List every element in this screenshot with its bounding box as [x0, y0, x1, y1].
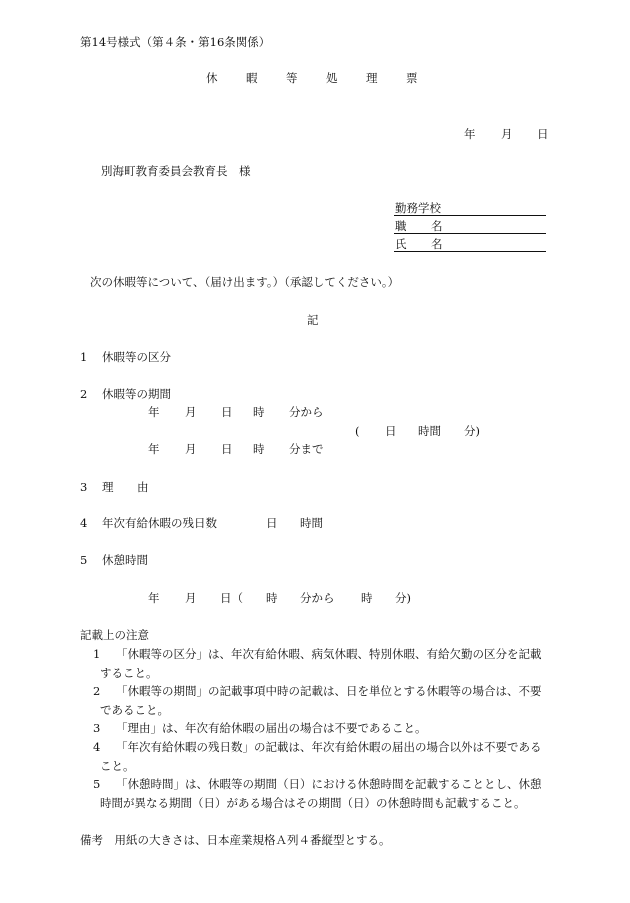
duration-open: ( — [355, 424, 360, 438]
title-char: 休 — [206, 71, 218, 85]
from-minute: 分から — [289, 405, 324, 419]
from-hour: 時 — [253, 405, 265, 419]
from-month: 月 — [185, 405, 197, 419]
ki-heading: 記 — [307, 313, 319, 327]
item-label-char: 由 — [137, 480, 149, 494]
note-line: 「理由」は、年次有給休暇の届出の場合は不要であること。 — [116, 721, 427, 735]
notes-heading: 記載上の注意 — [80, 628, 149, 642]
note-number: 3 — [93, 721, 101, 735]
note-line: こと。 — [100, 759, 135, 773]
remaining-days-unit: 日 — [266, 516, 278, 530]
duration-minute: 分) — [464, 424, 480, 438]
addressee: 別海町教育委員会教育長 様 — [101, 164, 251, 178]
note-number: 5 — [93, 777, 101, 791]
item-number: 1 — [80, 350, 88, 364]
title-char: 票 — [406, 71, 418, 85]
item-label: 休暇等の区分 — [102, 350, 171, 364]
note-line: 「休憩時間」は、休暇等の期間（日）における休憩時間を記載することとし、休憩 — [116, 777, 542, 791]
note-line: すること。 — [100, 666, 158, 680]
item-label: 年次有給休暇の残日数 — [102, 516, 217, 530]
duration-hour: 時間 — [418, 424, 441, 438]
school-underline — [394, 215, 546, 216]
remarks: 備考 用紙の大きさは、日本産業規格Ａ列４番縦型とする。 — [80, 833, 391, 847]
item-number: 3 — [80, 480, 88, 494]
name-label-char: 氏 — [395, 237, 407, 251]
duration-day: 日 — [385, 424, 397, 438]
from-day: 日 — [221, 405, 233, 419]
position-label-char: 名 — [431, 219, 443, 233]
month-char: 月 — [501, 127, 513, 141]
from-year: 年 — [148, 405, 160, 419]
title-char: 暇 — [246, 71, 258, 85]
item-number: 2 — [80, 387, 88, 401]
to-day: 日 — [221, 442, 233, 456]
day-char: 日 — [537, 127, 549, 141]
form-number: 第14号様式（第４条・第16条関係） — [80, 35, 271, 49]
item-number: 4 — [80, 516, 88, 530]
break-to-minute: 分) — [395, 591, 411, 605]
title-char: 処 — [326, 71, 338, 85]
item-label-char: 理 — [102, 480, 114, 494]
to-minute: 分まで — [289, 442, 324, 456]
title-char: 理 — [366, 71, 378, 85]
note-line: 時間が異なる期間（日）がある場合はその期間（日）の休憩時間も記載すること。 — [100, 796, 526, 810]
name-label-char: 名 — [431, 237, 443, 251]
to-month: 月 — [185, 442, 197, 456]
break-to-hour: 時 — [361, 591, 373, 605]
intro-text: 次の休暇等について、（届け出ます。）（承認してください。） — [90, 275, 400, 289]
note-line: 「休暇等の区分」は、年次有給休暇、病気休暇、特別休暇、有給欠勤の区分を記載 — [116, 647, 542, 661]
to-year: 年 — [148, 442, 160, 456]
item-label: 休暇等の期間 — [102, 387, 171, 401]
note-number: 4 — [93, 740, 101, 754]
school-label: 勤務学校 — [395, 201, 441, 215]
break-month: 月 — [185, 591, 197, 605]
position-label-char: 職 — [395, 219, 407, 233]
break-day: 日（ — [220, 591, 243, 605]
note-line: 「休暇等の期間」の記載事項中時の記載は、日を単位とする休暇等の場合は、不要 — [116, 684, 542, 698]
item-number: 5 — [80, 553, 88, 567]
break-from-hour: 時 — [266, 591, 278, 605]
name-underline — [394, 251, 546, 252]
year-char: 年 — [464, 127, 476, 141]
break-from-minute: 分から — [300, 591, 335, 605]
break-year: 年 — [148, 591, 160, 605]
note-number: 2 — [93, 684, 101, 698]
note-line: 「年次有給休暇の残日数」の記載は、年次有給休暇の届出の場合以外は不要である — [116, 740, 542, 754]
title-char: 等 — [286, 71, 298, 85]
to-hour: 時 — [253, 442, 265, 456]
item-label: 休憩時間 — [102, 553, 148, 567]
note-number: 1 — [93, 647, 101, 661]
note-line: であること。 — [100, 703, 169, 717]
remaining-hours-unit: 時間 — [300, 516, 323, 530]
position-underline — [394, 233, 546, 234]
